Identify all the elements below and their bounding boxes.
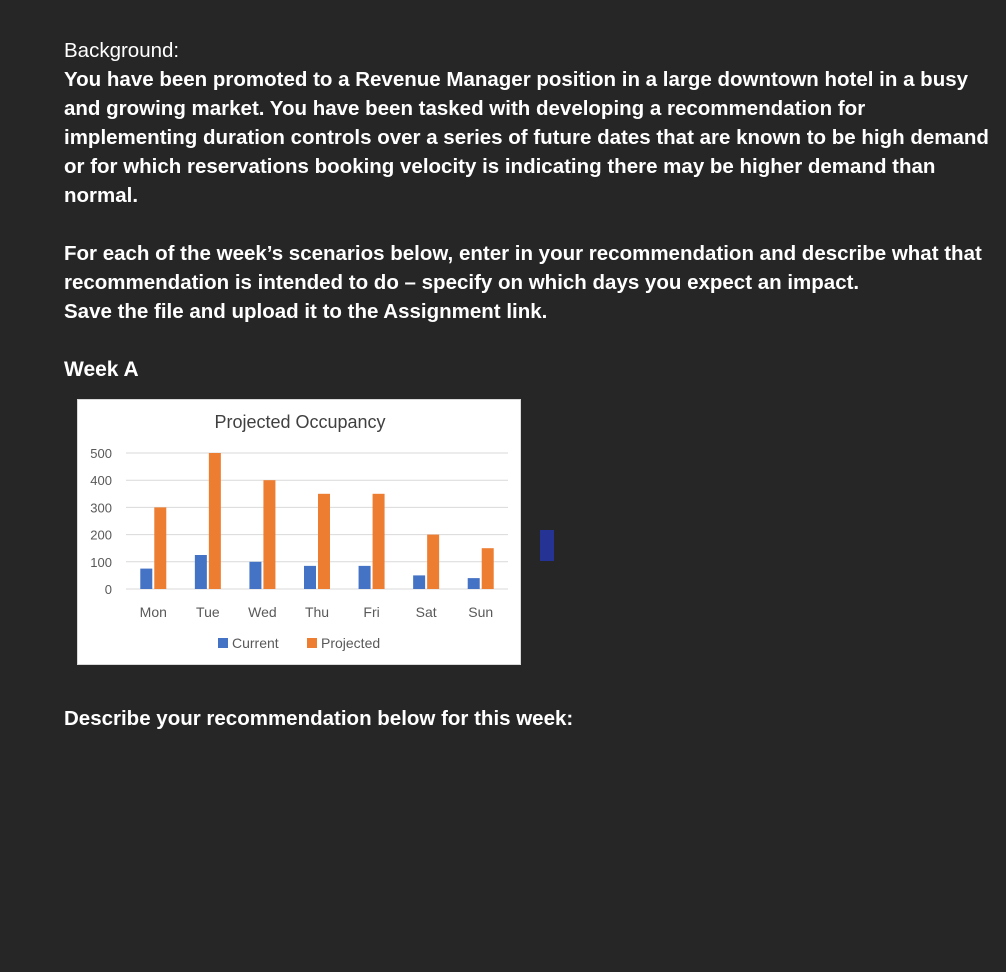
x-tick-label-thu: Thu [304,604,330,620]
x-tick-label-wed: Wed [248,604,277,620]
bar-current-sat [413,575,425,589]
bar-projected-thu [318,494,330,589]
x-tick-label-sat: Sat [415,604,437,620]
bar-current-wed [249,562,261,589]
recommendation-prompt: Describe your recommendation below for this week: [64,707,574,730]
legend-label-projected: Projected [321,635,381,651]
y-tick-label-200: 200 [90,527,112,543]
background-paragraph: You have been promoted to a Revenue Manager position in a large downtown hotel in a busy and growing market. You have been tasked with developing a recommendation for implementing duration controls over a series of future dates that are known to be high demand or for which reservations booking velocity is indicating there may be higher demand than normal. [64,68,989,207]
legend-swatch-current [218,638,228,648]
bar-current-fri [359,566,371,589]
occupancy-chart [78,400,522,666]
legend-swatch-projected [307,638,317,648]
bar-current-tue [195,555,207,589]
legend-label-current: Current [232,635,279,651]
x-tick-label-fri: Fri [363,604,380,620]
chart-title: Projected Occupancy [214,412,386,432]
bar-current-sun [468,578,480,589]
week-label: Week A [64,358,139,381]
bar-projected-tue [209,453,221,589]
y-tick-label-500: 500 [90,446,112,461]
bar-projected-sun [482,548,494,589]
y-tick-label-400: 400 [90,473,112,489]
x-tick-label-sun: Sun [468,604,494,620]
bar-projected-fri [373,494,385,589]
bar-projected-sat [427,535,439,589]
y-tick-label-0: 0 [104,582,112,597]
y-tick-label-300: 300 [90,500,112,516]
bar-projected-mon [154,507,166,589]
selection-marker [540,530,554,561]
x-tick-label-tue: Tue [196,604,220,620]
bar-projected-wed [263,480,275,589]
background-paragraph-block [64,65,999,210]
x-tick-label-mon: Mon [139,604,167,620]
y-tick-label-100: 100 [90,554,112,570]
chart-container[interactable] [77,399,521,665]
bar-current-thu [304,566,316,589]
instructions-block [64,239,999,326]
bar-current-mon [140,569,152,589]
background-heading: Background: [64,39,180,62]
instructions-line-2: Save the file and upload it to the Assignment link. [64,300,548,323]
instructions-line-1: For each of the week’s scenarios below, enter in your recommendation and describe what that recommendation is intended to do – specify on which days you expect an impact. [64,242,982,294]
